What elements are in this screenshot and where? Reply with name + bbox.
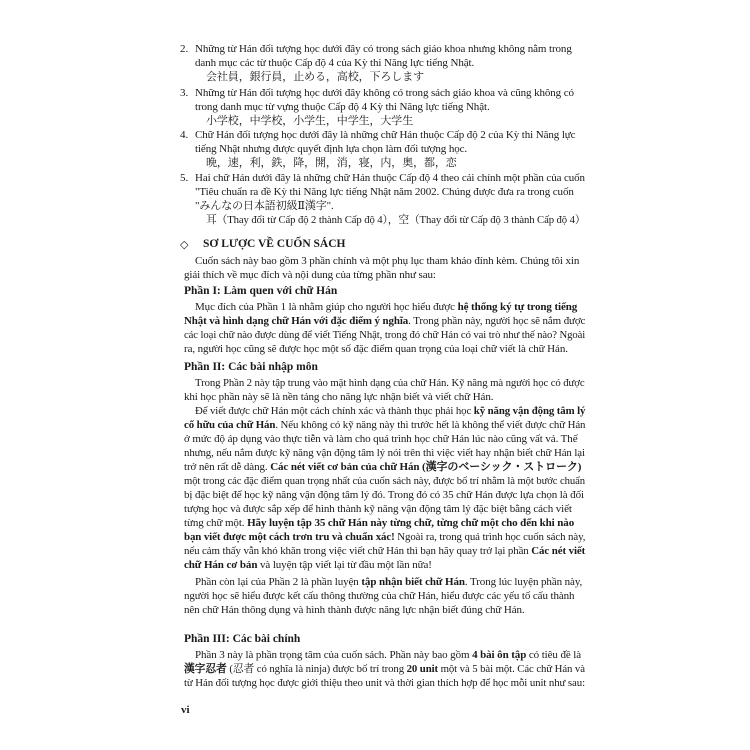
paragraph-line: từ Hán đối tượng học được giới thiệu theo unit và thời gian thích hợp để học mỗi unit như sau: bbox=[184, 677, 585, 689]
paragraph-line: Phần 3 này là phần trọng tâm của cuốn sách. Phần này bao gồm 4 bài ôn tập có tiêu đề là bbox=[195, 649, 582, 661]
list-item-kanji: 晩，速，利，鉄，降，開，消，寝，内，奥，都，恋 bbox=[206, 157, 457, 169]
paragraph-line: nếu cảm thấy vẫn khó khăn trong việc viết chữ Hán thì bạn hãy quay trở lại phần Các nét viết bbox=[184, 545, 586, 557]
paragraph-line: cố hữu của chữ Hán. Nếu không có kỹ năng này thì trước hết là không thể viết được chữ Hán bbox=[184, 419, 586, 431]
part2-heading: Phần II: Các bài nhập môn bbox=[184, 361, 318, 373]
paragraph-line: người học sẽ hiểu được kết cấu thông thường của chữ Hán, hiểu được các yếu tố cấu thành bbox=[184, 590, 575, 602]
paragraph-line: từng chữ một. Hãy luyện tập 35 chữ Hán này từng chữ, từng chữ một cho đến khi nào bbox=[184, 517, 575, 529]
list-item-text: Những từ Hán đối tượng học dưới đây không có trong sách giáo khoa và cũng không có bbox=[195, 87, 574, 99]
list-item-number: 2. bbox=[180, 43, 189, 55]
paragraph-line: nên chữ Hán thông dụng và hình thành được năng lực nhận biết đúng chữ Hán. bbox=[184, 604, 525, 616]
paragraph-line: bị đặc biệt để học kỹ năng vận động tâm lý đó. Trong đó có 35 chữ Hán được lựa chọn là đối bbox=[184, 489, 584, 501]
paragraph-line: Trong Phần 2 này tập trung vào mặt hình dạng của chữ Hán. Kỹ năng mà người học có được bbox=[195, 377, 585, 389]
list-item-kanji: 小学校，中学校，小学生，中学生，大学生 bbox=[206, 115, 414, 127]
paragraph-line: ở mức độ áp dụng vào thực tiễn và làm cho quá trình học chữ Hán lúc nào cũng vất vả. Thế bbox=[184, 433, 578, 445]
intro-text: Cuốn sách này bao gồm 3 phần chính và một phụ lục tham khảo đính kèm. Chúng tôi xin bbox=[195, 255, 580, 267]
paragraph-line: Mục đích của Phần 1 là nhằm giúp cho người học hiểu được hệ thống ký tự trong tiếng bbox=[195, 301, 578, 313]
list-item-text: Hai chữ Hán dưới đây là những chữ Hán thuộc Cấp độ 4 theo cải chính một phần của cuốn bbox=[195, 172, 585, 184]
paragraph-line: Nhật và hình dạng chữ Hán với đặc điểm ý nghĩa. Trong phần này, người học sẽ nắm được bbox=[184, 315, 586, 327]
list-item-number: 5. bbox=[180, 172, 189, 184]
paragraph-line: Để viết được chữ Hán một cách chính xác và thành thục phải học kỹ năng vận động tâm lý bbox=[195, 405, 586, 417]
list-item-text: Chữ Hán đối tượng học dưới đây là những chữ Hán thuộc Cấp độ 2 của Kỳ thi Năng lực bbox=[195, 129, 576, 141]
paragraph-line: chữ Hán cơ bản và luyện tập viết lại từ đầu một lần nữa! bbox=[184, 559, 432, 571]
list-item-number: 3. bbox=[180, 87, 189, 99]
part3-heading: Phần III: Các bài chính bbox=[184, 633, 301, 645]
list-item-number: 4. bbox=[180, 129, 189, 141]
paragraph-line: 漢字忍者 (忍者 có nghĩa là ninja) được bố trí trong 20 unit một và 5 bài một. Các chữ Hán và bbox=[184, 663, 585, 675]
paragraph-line: các loại chữ nào được dùng để viết Tiếng Nhật, trong đó chữ Hán có vai trò như thế nào? Ngoài bbox=[184, 329, 586, 341]
paragraph-line: tượng học và được sắp xếp để hình thành kỹ năng vận động tâm lý đặc biệt bằng cách viết bbox=[184, 503, 572, 515]
paragraph-line: một trong các đặc điểm quan trọng nhất của cuốn sách này, được bố trí nhằm là một bước chuẩn bbox=[184, 475, 585, 487]
list-item-text: tiếng Nhật nhưng được quyết định lựa chọn làm đối tượng học. bbox=[195, 143, 468, 155]
list-item-text: 耳（Thay đổi từ Cấp độ 2 thành Cấp độ 4），空（Thay đổi từ Cấp độ 3 thành Cấp độ 4） bbox=[206, 214, 586, 226]
section-heading: SƠ LƯỢC VỀ CUỐN SÁCH bbox=[203, 238, 346, 250]
part1-heading: Phần I: Làm quen với chữ Hán bbox=[184, 285, 338, 297]
paragraph-line: nhưng, nếu nắm được kỹ năng vận động tâm lý nói trên thì việc viết hay nhận biết chữ Hán lại bbox=[184, 447, 585, 459]
list-item-text: trong danh mục từ vựng thuộc Cấp độ 4 Kỳ thi Năng lực tiếng Nhật. bbox=[195, 101, 490, 113]
list-item-text: danh mục các từ thuộc Cấp độ 4 của Kỳ thi Năng lực tiếng Nhật. bbox=[195, 57, 475, 69]
paragraph-line: khi học phần này sẽ là nền tảng cho năng lực nhận biết và viết chữ Hán. bbox=[184, 391, 494, 403]
list-item-text: "Tiêu chuẩn ra đề Kỳ thi Năng lực tiếng Nhật năm 2002. Chúng được đưa ra trong cuốn bbox=[195, 186, 574, 198]
page-number: vi bbox=[181, 704, 190, 716]
paragraph-line: ra, người học cũng sẽ được học một số đặc điểm quan trọng của loại chữ viết là chữ Hán. bbox=[184, 343, 568, 355]
paragraph-line: Phần còn lại của Phần 2 là phần luyện tập nhận biết chữ Hán. Trong lúc luyện phần này, bbox=[195, 576, 583, 588]
list-item-kanji: 会社員，銀行員，止める，高校，下ろします bbox=[206, 71, 424, 83]
intro-text: giải thích về mục đích và nội dung của từng phần như sau: bbox=[184, 269, 436, 281]
paragraph-line: trở nên rất dễ dàng. Các nét viết cơ bản của chữ Hán (漢字のベーシック・ストローク) bbox=[184, 461, 582, 473]
paragraph-line: bạn viết được một cách trơn tru và chuẩn xác! Ngoài ra, trong quá trình học cuốn sách này, bbox=[184, 531, 586, 543]
list-item-text: "みんなの日本語初級Ⅱ漢字". bbox=[195, 200, 334, 212]
list-item-text: Những từ Hán đối tượng học dưới đây có trong sách giáo khoa nhưng không nằm trong bbox=[195, 43, 572, 55]
diamond-icon: ◇ bbox=[180, 239, 189, 251]
